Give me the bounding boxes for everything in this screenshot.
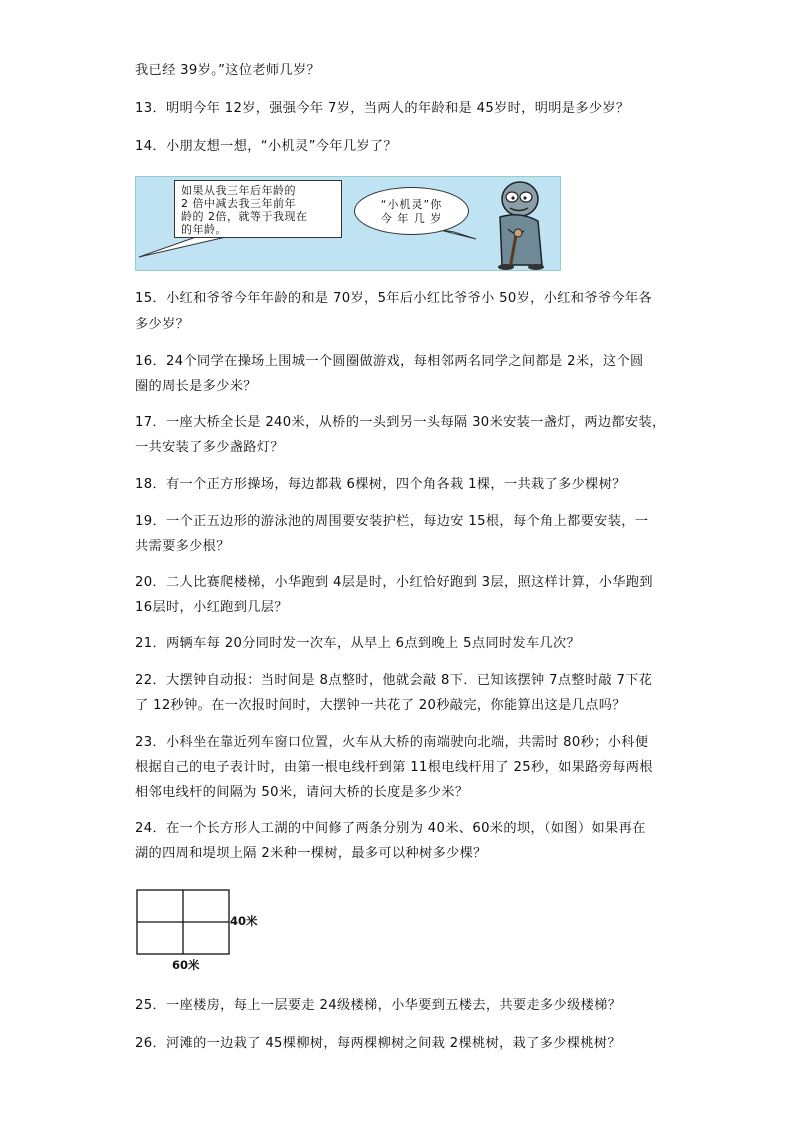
text-line: 我已经 39岁。”这位老师几岁？ [135,63,321,78]
question-17-cont: 一共安装了多少盏路灯？ [135,440,284,455]
lake-diagram [132,885,272,975]
question-19: 19．一个正五边形的游泳池的周围要安装护栏，每边安 15根，每个角上都要安装，一 [135,514,649,529]
speech-box [174,180,342,238]
speech-line: 如果从我三年后年龄的 [181,184,296,197]
bubble-line: “小机灵”你 [380,198,443,211]
speech-line: 2 倍中减去我三年前年 [181,197,296,210]
question-16: 16．24个同学在操场上围城一个圆圈做游戏，每相邻两名同学之间都是 2米，这个圆 [135,354,644,369]
question-22-cont: 了 12秒钟。在一次报时间时，大摆钟一共花了 20秒敲完，你能算出这是几点吗？ [135,698,626,713]
speech-line: 龄的 2倍，就等于我现在 [181,210,308,223]
speech-line: 的年龄。 [181,223,227,236]
question-24: 24．在一个长方形人工湖的中间修了两条分别为 40米、60米的坝，（如图）如果再在 [135,821,646,836]
illustration-panel [135,176,561,271]
lake-diagram-grid [136,889,236,961]
width-label: 60米 [172,958,200,972]
question-15: 15．小红和爷爷今年年龄的和是 70岁，5年后小红比爷爷小 50岁，小红和爷爷今年各 [135,291,652,306]
question-17: 17．一座大桥全长是 240米，从桥的一头到另一头每隔 30米安装一盏灯，两边都安装， [135,415,666,430]
question-15-cont: 多少岁？ [135,317,190,332]
question-16-cont: 圈的周长是多少米？ [135,379,257,394]
question-18: 18．有一个正方形操场，每边都栽 6棵树，四个角各栽 1棵，一共栽了多少棵树？ [135,477,626,492]
question-13: 13．明明今年 12岁，强强今年 7岁，当两人的年龄和是 45岁时，明明是多少岁？ [135,101,630,116]
height-label: 40米 [230,914,258,928]
question-25: 25．一座楼房，每上一层要走 24级楼梯，小华要到五楼去，共要走多少级楼梯？ [135,998,622,1013]
question-22: 22．大摆钟自动报：当时间是 8点整时，他就会敲 8下．已知该摆钟 7点整时敲 7下花 [135,673,653,688]
question-26: 26．河滩的一边栽了 45棵柳树，每两棵柳树之间栽 2棵桃树，栽了多少棵桃树？ [135,1036,621,1051]
question-14: 14．小朋友想一想，“小机灵”今年几岁了？ [135,139,397,154]
question-20-cont: 16层时，小红跑到几层？ [135,600,288,615]
question-20: 20．二人比赛爬楼梯，小华跑到 4层是时，小红恰好跑到 3层，照这样计算，小华跑到 [135,575,653,590]
question-21: 21．两辆车每 20分同时发一次车，从早上 6点到晚上 5点同时发车几次？ [135,636,581,651]
question-19-cont: 共需要多少根？ [135,539,230,554]
question-23: 23．小科坐在靠近列车窗口位置，火车从大桥的南端驶向北端，共需时 80秒；小科便 [135,735,649,750]
bubble-line: 今 年 几 岁 [380,212,443,225]
thought-bubble [354,187,469,235]
old-man-icon [472,177,561,271]
question-23-cont2: 相邻电线杆的间隔为 50米，请问大桥的长度是多少米？ [135,785,469,800]
question-24-cont: 湖的四周和堤坝上隔 2米种一棵树，最多可以种树多少棵？ [135,846,487,861]
question-23-cont: 根据自己的电子表计时，由第一根电线杆到第 11根电线杆用了 25秒，如果路旁每两根 [135,760,653,775]
